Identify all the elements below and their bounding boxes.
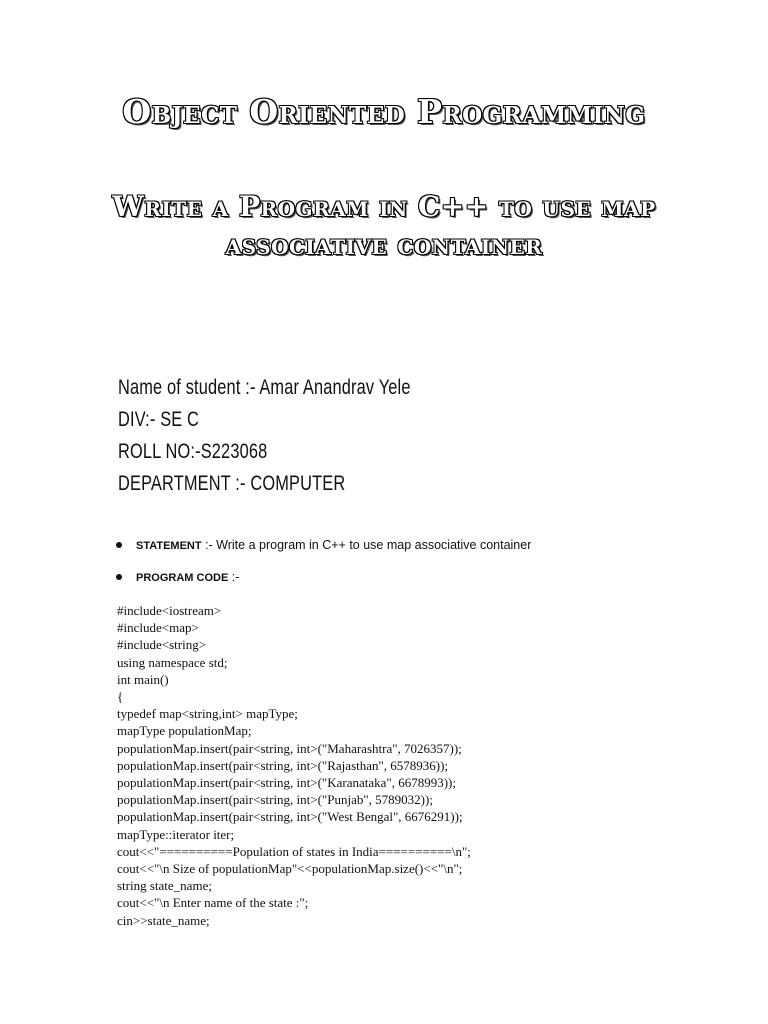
student-roll-no: ROLL NO:-S223068 bbox=[118, 440, 268, 463]
code-line: cout<<"\n Size of populationMap"<<populationMap.size()<<"\n"; bbox=[117, 861, 463, 877]
subtitle-line-1: Write a Program in C++ to use map bbox=[112, 190, 656, 223]
code-line: cin>>state_name; bbox=[117, 912, 210, 928]
bullet-text: :- Write a program in C++ to use map associative container bbox=[201, 538, 532, 552]
bullet-dot-icon bbox=[116, 542, 122, 548]
code-line: #include<map> bbox=[117, 620, 199, 636]
code-line: string state_name; bbox=[117, 878, 212, 894]
bullet-list bbox=[116, 536, 531, 600]
bullet-statement bbox=[116, 536, 531, 568]
bullet-label: STATEMENT bbox=[136, 540, 202, 552]
document-subtitle bbox=[0, 188, 768, 264]
student-department: DEPARTMENT :- COMPUTER bbox=[118, 472, 346, 495]
code-line: int main() bbox=[117, 671, 169, 687]
code-line: populationMap.insert(pair<string, int>("West Bengal", 6676291)); bbox=[117, 809, 463, 825]
bullet-program-code bbox=[116, 568, 531, 600]
code-line: { bbox=[117, 689, 124, 705]
student-name: Name of student :- Amar Anandrav Yele bbox=[118, 376, 411, 399]
document-title: Object Oriented Programming bbox=[122, 92, 646, 131]
bullet-text: :- bbox=[228, 570, 240, 584]
code-line: #include<iostream> bbox=[117, 603, 222, 618]
student-div: DIV:- SE C bbox=[118, 408, 200, 431]
subtitle-line-2: associative container bbox=[225, 228, 543, 261]
code-line: populationMap.insert(pair<string, int>("Rajasthan", 6578936)); bbox=[117, 757, 449, 773]
code-line: using namespace std; bbox=[117, 654, 228, 670]
code-line: mapType::iterator iter; bbox=[117, 826, 235, 842]
code-line: populationMap.insert(pair<string, int>("Punjab", 5789032)); bbox=[117, 792, 433, 808]
code-line: cout<<"\n Enter name of the state :"; bbox=[117, 895, 309, 911]
code-line: cout<<"==========Population of states in India==========\n"; bbox=[117, 843, 471, 859]
code-line: mapType populationMap; bbox=[117, 723, 252, 739]
code-line: populationMap.insert(pair<string, int>("Maharashtra", 7026357)); bbox=[117, 740, 462, 756]
bullet-dot-icon bbox=[116, 574, 122, 580]
code-line: #include<string> bbox=[117, 637, 207, 653]
code-line: populationMap.insert(pair<string, int>("Karanataka", 6678993)); bbox=[117, 775, 456, 791]
student-info bbox=[118, 372, 411, 500]
program-code-block bbox=[117, 602, 471, 929]
code-line: typedef map<string,int> mapType; bbox=[117, 706, 298, 722]
bullet-label: PROGRAM CODE bbox=[136, 572, 229, 584]
